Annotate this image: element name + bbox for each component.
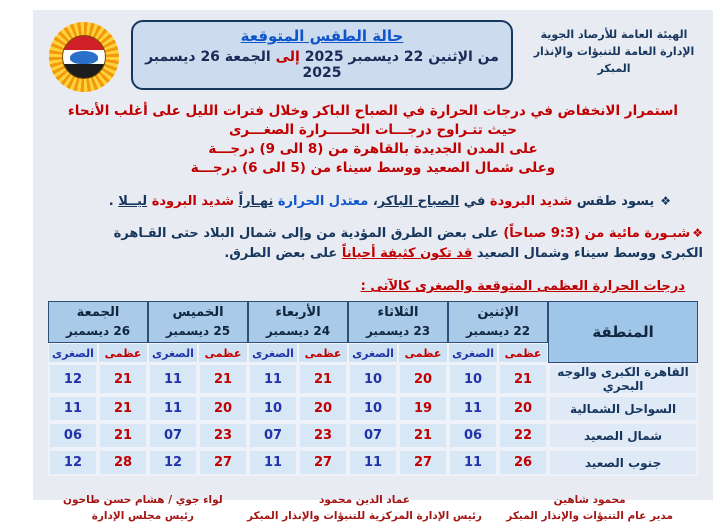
day-date: 23 ديسمبر [365, 324, 431, 338]
day-header-row [48, 301, 698, 343]
day-name: الأربعاء [275, 305, 321, 320]
b1-early-morning: الصباح الباكر [377, 194, 460, 209]
signatures [33, 492, 713, 524]
temp-max-cell: 21 [98, 363, 148, 395]
diamond-bullet-icon: ❖ [692, 226, 703, 240]
min-label: الصغرى [148, 343, 198, 363]
temp-max-cell: 23 [298, 422, 348, 449]
temp-min-cell: 10 [348, 395, 398, 422]
temp-min-cell: 07 [348, 422, 398, 449]
temp-max-cell: 20 [498, 395, 548, 422]
table-heading: درجات الحرارة العظمى المتوقعة والصغرى كالآتى : [360, 279, 685, 294]
table-row [48, 422, 698, 449]
temp-max-cell: 27 [398, 449, 448, 476]
region-cell: شمال الصعيد [548, 422, 698, 449]
table-row [48, 363, 698, 395]
diamond-bullet-icon: ❖ [660, 194, 671, 208]
temp-min-cell: 07 [148, 422, 198, 449]
region-cell: القاهرة الكبرى والوجه البحري [548, 363, 698, 395]
temp-min-cell: 11 [448, 449, 498, 476]
signature-name: عماد الدين محمود [319, 494, 410, 506]
temp-max-cell: 27 [298, 449, 348, 476]
date-range-to: إلى [275, 49, 300, 65]
max-label: عظمى [98, 343, 148, 363]
max-label: عظمى [298, 343, 348, 363]
temp-max-cell: 20 [398, 363, 448, 395]
temp-min-cell: 12 [48, 449, 98, 476]
temp-max-cell: 21 [198, 363, 248, 395]
egypt-flag-emblem-icon [62, 35, 106, 79]
temperature-table [48, 301, 698, 476]
temp-min-cell: 11 [148, 363, 198, 395]
temp-min-cell: 06 [48, 422, 98, 449]
organization-name [525, 18, 703, 77]
b1-moderate: معتدل الحرارة [273, 194, 369, 209]
b2-fog-time: شبـورة مائية من (9:3 صباحاً) [503, 226, 691, 241]
summary-line1: استمرار الانخفاض في درجات الحرارة في الصباح الباكر وخلال فترات الليل على أغلب الأنحاء [67, 103, 679, 119]
temp-min-cell: 06 [448, 422, 498, 449]
max-label: عظمى [398, 343, 448, 363]
temp-min-cell: 11 [348, 449, 398, 476]
temp-max-cell: 26 [498, 449, 548, 476]
org-line1: الهيئة العامة للأرصاد الجوية [540, 28, 688, 41]
temp-max-cell: 21 [98, 422, 148, 449]
signature-board-chairman [63, 492, 223, 524]
day-header-friday [48, 301, 148, 343]
day-date: 25 ديسمبر [165, 324, 231, 338]
temp-max-cell: 21 [498, 363, 548, 395]
day-date: 22 ديسمبر [465, 324, 531, 338]
b2-text: على بعض الطرق المؤدية من وإلى شمال البلاد حتى القـاهرة الكبرى ووسط سيناء وشمال الصعيد [113, 226, 703, 261]
day-name: الإثنين [477, 305, 519, 320]
table-row [48, 449, 698, 476]
temp-max-cell: 27 [198, 449, 248, 476]
region-column-header: المنطقة [548, 301, 698, 363]
temp-max-cell: 23 [198, 422, 248, 449]
bullet-weather-conditions [63, 191, 671, 212]
temp-max-cell: 21 [98, 395, 148, 422]
page-title: حالة الطقس المتوقعة [240, 27, 404, 45]
temp-max-cell: 28 [98, 449, 148, 476]
b1-daytime: نهـاراً [238, 194, 274, 209]
day-name: الجمعة [76, 305, 120, 320]
temp-max-cell: 21 [298, 363, 348, 395]
signature-title: رئيس مجلس الإدارة [91, 510, 194, 522]
min-label: الصغرى [48, 343, 98, 363]
temp-max-cell: 22 [498, 422, 548, 449]
temp-max-cell: 20 [198, 395, 248, 422]
temp-min-cell: 10 [348, 363, 398, 395]
b1-text: . [108, 194, 119, 209]
temp-min-cell: 11 [248, 363, 298, 395]
b2-dense-sometimes: قد تكون كثيفة أحياناً [341, 246, 473, 261]
signature-title: رئيس الإدارة المركزية للتنبؤات والإنذار المبكر [246, 510, 482, 522]
max-label: عظمى [198, 343, 248, 363]
org-line2: الإدارة العامة للتنبؤات والإنذار المبكر [533, 45, 695, 75]
temp-min-cell: 11 [248, 449, 298, 476]
table-row [48, 395, 698, 422]
bullet-fog-warning [81, 223, 703, 264]
temp-min-cell: 11 [448, 395, 498, 422]
date-range [141, 49, 503, 81]
b1-very-cold: شديد البرودة [489, 194, 573, 209]
temp-min-cell: 10 [448, 363, 498, 395]
region-cell: جنوب الصعيد [548, 449, 698, 476]
signature-name: محمود شاهين [553, 494, 626, 506]
day-header-tuesday [348, 301, 448, 343]
min-label: الصغرى [348, 343, 398, 363]
cloud-mountain-icon [70, 51, 98, 64]
signature-name: لواء جوي / هشام حسن طاحون [63, 494, 223, 506]
summary-line3: على المدن الجديدة بالقاهرة من (8 الى 9) درجـــة [208, 141, 538, 157]
min-label: الصغرى [448, 343, 498, 363]
temp-min-cell: 10 [248, 395, 298, 422]
weather-bulletin-sheet [33, 10, 713, 522]
signature-central-admin-head [247, 492, 482, 524]
day-header-thursday [148, 301, 248, 343]
min-label: الصغرى [248, 343, 298, 363]
signature-title: مدير عام التنبؤات والإنذار المبكر [506, 510, 673, 522]
b1-night: ليــلا [118, 194, 148, 209]
b1-very-cold-2: شديد البرودة [147, 194, 239, 209]
day-header-wednesday [248, 301, 348, 343]
title-box [131, 20, 513, 90]
temp-min-cell: 11 [148, 395, 198, 422]
logo-container [47, 18, 121, 92]
temp-max-cell: 19 [398, 395, 448, 422]
b1-text: في [459, 194, 490, 209]
header [33, 10, 713, 92]
temp-min-cell: 07 [248, 422, 298, 449]
b1-text: يسود طقس [572, 194, 655, 209]
temp-min-cell: 11 [48, 395, 98, 422]
day-header-monday [448, 301, 548, 343]
day-name: الخميس [172, 305, 224, 320]
temp-max-cell: 20 [298, 395, 348, 422]
summary-line4: وعلى شمال الصعيد ووسط سيناء من (5 الى 6) درجـــة [190, 160, 556, 176]
day-date: 26 ديسمبر [65, 324, 131, 338]
temp-max-cell: 21 [398, 422, 448, 449]
b1-text: ، [368, 194, 378, 209]
summary-line2: حيث تتـراوح درجـــات الحـــــرارة الصغـــرى [228, 122, 518, 138]
forecast-summary [33, 102, 713, 178]
region-cell: السواحل الشمالية [548, 395, 698, 422]
day-date: 24 ديسمبر [265, 324, 331, 338]
temp-min-cell: 12 [48, 363, 98, 395]
meteorological-authority-logo-icon [49, 22, 119, 92]
day-name: الثلاثاء [377, 305, 419, 320]
b2-text-end: على بعض الطرق. [224, 246, 342, 261]
temp-min-cell: 12 [148, 449, 198, 476]
signature-forecast-director [506, 492, 673, 524]
date-range-part1: من الإثنين 22 ديسمبر 2025 [299, 49, 499, 65]
date-range-part2: الجمعة 26 ديسمبر 2025 [145, 49, 342, 81]
max-label: عظمى [498, 343, 548, 363]
